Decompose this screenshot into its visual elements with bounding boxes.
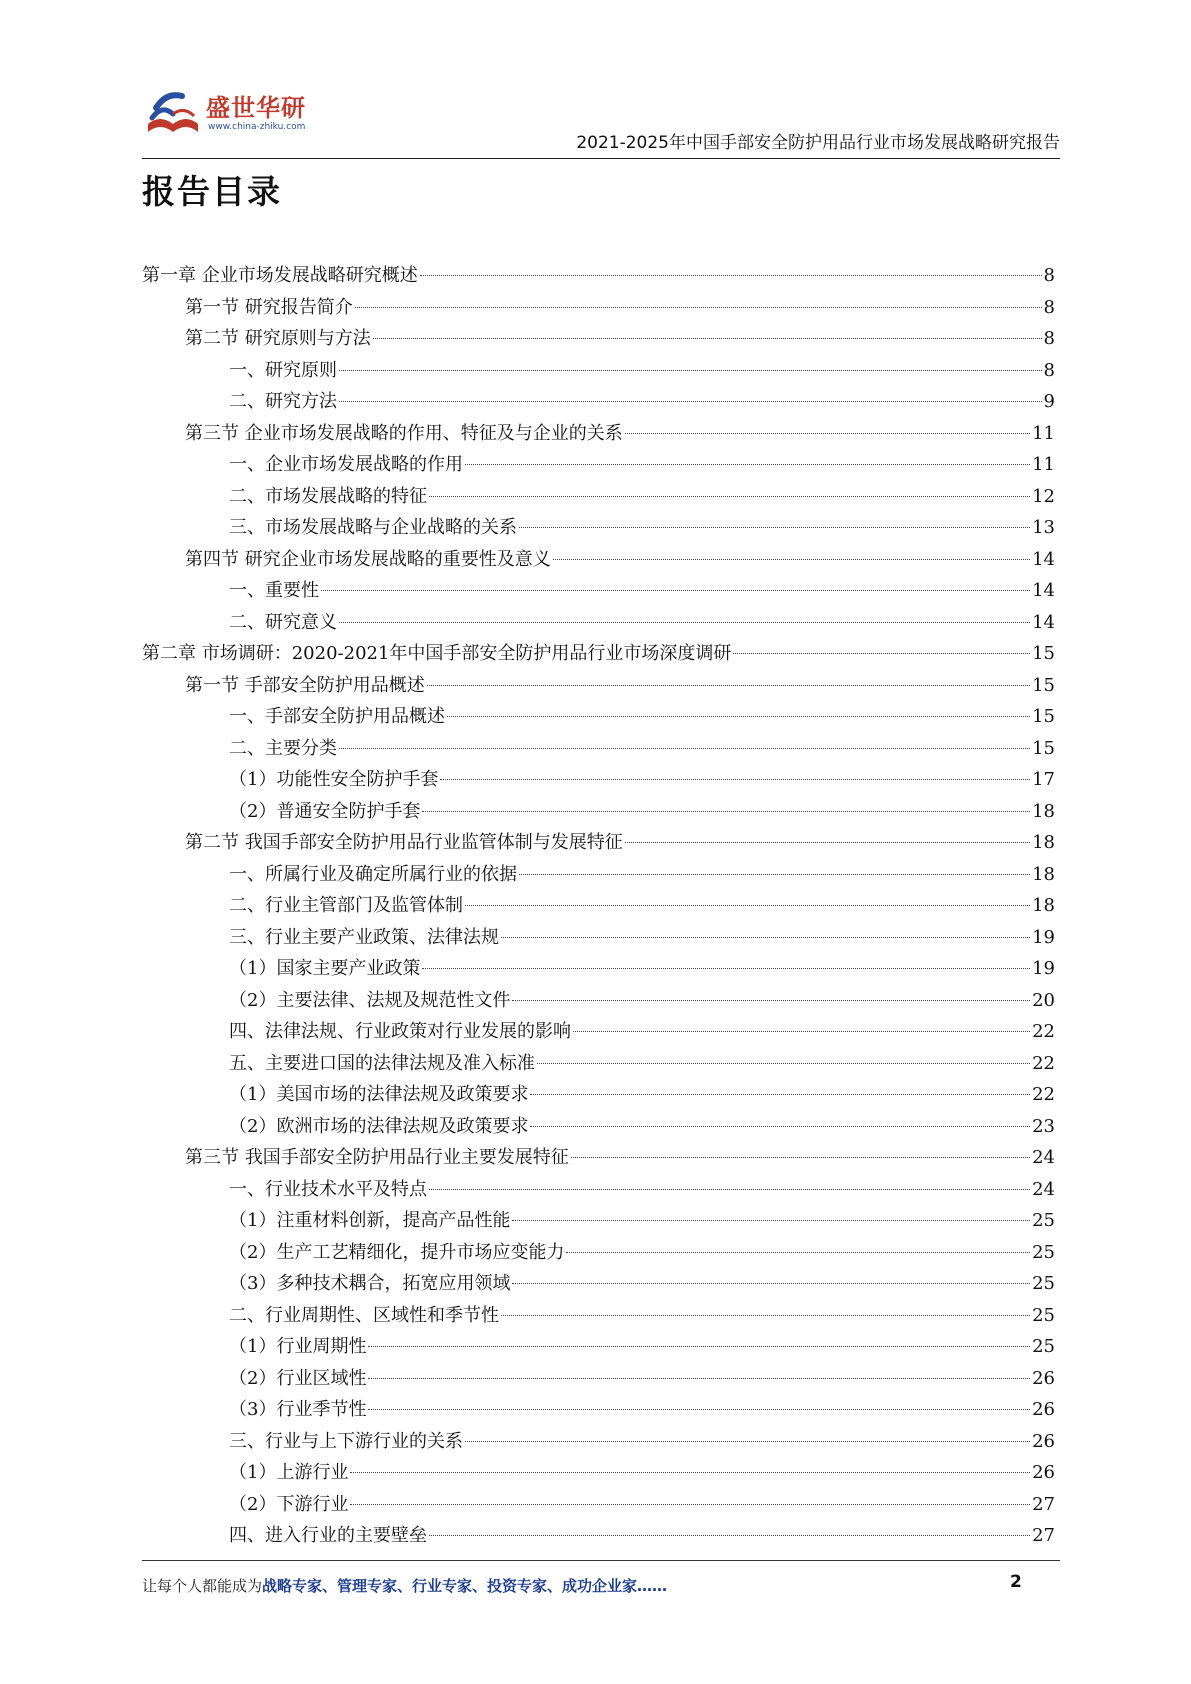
toc-entry[interactable]: [142, 859, 1055, 891]
toc-entry-page: 22: [1032, 1084, 1055, 1105]
toc-entry-page: 26: [1032, 1367, 1055, 1389]
toc-entry-page: 11: [1032, 422, 1055, 444]
toc-entry-label: 一、重要性: [229, 580, 319, 601]
toc-entry-label: 第三节 企业市场发展战略的作用、特征及与企业的关系: [185, 422, 623, 444]
toc-entry-page: 25: [1032, 1210, 1055, 1231]
toc-entry-label: 一、研究原则: [229, 359, 337, 381]
toc-entry-page: 15: [1032, 706, 1055, 727]
toc-entry-label: 第四节 研究企业市场发展战略的重要性及意义: [185, 548, 551, 570]
toc-entry-label: 二、研究方法: [229, 391, 337, 412]
toc-dot-leader: [512, 1283, 1030, 1284]
toc-entry-page: 18: [1032, 800, 1055, 822]
toc-dot-leader: [368, 1409, 1030, 1410]
toc-dot-leader: [355, 307, 1042, 308]
toc-entry[interactable]: [142, 386, 1055, 418]
toc-entry-label: 四、进入行业的主要壁垒: [229, 1525, 427, 1546]
toc-entry-label: （3）多种技术耦合，拓宽应用领域: [229, 1273, 511, 1294]
toc-entry-page: 14: [1032, 580, 1055, 601]
page-number: 2: [1010, 1572, 1022, 1592]
toc-dot-leader: [501, 937, 1030, 938]
toc-entry-page: 11: [1032, 454, 1055, 475]
toc-entry-page: 24: [1032, 1147, 1055, 1168]
toc-dot-leader: [530, 1126, 1030, 1127]
toc-entry-page: 18: [1032, 863, 1055, 885]
toc-entry[interactable]: [142, 292, 1055, 324]
toc-dot-leader: [573, 1031, 1030, 1032]
toc-entry[interactable]: [142, 544, 1055, 576]
toc-entry-page: 8: [1043, 296, 1055, 318]
toc-entry-label: （3）行业季节性: [229, 1399, 367, 1420]
toc-entry[interactable]: [142, 418, 1055, 450]
toc-entry-page: 15: [1032, 737, 1055, 759]
toc-entry[interactable]: [142, 1205, 1055, 1237]
toc-entry-label: （2）下游行业: [229, 1493, 349, 1515]
toc-entry-page: 8: [1043, 359, 1055, 381]
toc-entry-label: （1）功能性安全防护手套: [229, 769, 439, 790]
toc-entry-label: 二、行业周期性、区域性和季节性: [229, 1304, 499, 1326]
toc-dot-leader: [339, 370, 1042, 371]
toc-entry[interactable]: [142, 1426, 1055, 1458]
toc-entry-label: （1）注重材料创新，提高产品性能: [229, 1210, 511, 1231]
logo-url: www.china-zhiku.com: [208, 122, 306, 132]
toc-dot-leader: [512, 1220, 1030, 1221]
toc-entry-label: （1）国家主要产业政策: [229, 958, 421, 979]
header-divider: [142, 158, 1060, 159]
toc-entry[interactable]: [142, 922, 1055, 954]
toc-entry[interactable]: [142, 1394, 1055, 1426]
toc-dot-leader: [501, 1315, 1030, 1316]
toc-dot-leader: [465, 1441, 1030, 1442]
toc-entry-label: 第二章 市场调研：2020-2021年中国手部安全防护用品行业市场深度调研: [142, 643, 732, 664]
toc-entry[interactable]: [142, 764, 1055, 796]
toc-entry[interactable]: [142, 481, 1055, 513]
toc-entry-page: 27: [1032, 1525, 1055, 1546]
toc-dot-leader: [373, 338, 1042, 339]
toc-entry[interactable]: [142, 796, 1055, 828]
toc-entry[interactable]: [142, 1111, 1055, 1143]
toc-dot-leader: [512, 1000, 1030, 1001]
toc-entry-page: 8: [1043, 265, 1055, 286]
toc-dot-leader: [350, 1504, 1030, 1505]
table-of-contents: [142, 260, 1055, 1552]
toc-entry[interactable]: [142, 985, 1055, 1017]
toc-dot-leader: [350, 1472, 1030, 1473]
toc-dot-leader: [429, 1535, 1030, 1536]
toc-entry[interactable]: [142, 260, 1055, 292]
toc-entry-label: 一、手部安全防护用品概述: [229, 706, 445, 727]
toc-entry-label: 第一章 企业市场发展战略研究概述: [142, 265, 418, 286]
toc-entry-label: （1）上游行业: [229, 1462, 349, 1483]
toc-entry[interactable]: [142, 355, 1055, 387]
toc-entry[interactable]: [142, 1142, 1055, 1174]
toc-heading: 报告目录: [142, 172, 282, 211]
toc-entry-page: 22: [1032, 1021, 1055, 1042]
toc-entry[interactable]: [142, 1016, 1055, 1048]
toc-entry-label: 第一节 手部安全防护用品概述: [185, 674, 425, 696]
toc-entry-label: 第二节 研究原则与方法: [185, 328, 371, 349]
toc-entry-label: （2）行业区域性: [229, 1367, 367, 1389]
toc-entry[interactable]: [142, 1331, 1055, 1363]
toc-dot-leader: [519, 527, 1030, 528]
toc-entry[interactable]: [142, 1363, 1055, 1395]
toc-entry-page: 25: [1032, 1304, 1055, 1326]
toc-dot-leader: [625, 842, 1030, 843]
toc-entry-page: 26: [1032, 1430, 1055, 1452]
toc-entry-page: 19: [1032, 926, 1055, 948]
toc-dot-leader: [440, 779, 1030, 780]
toc-dot-leader: [429, 1189, 1030, 1190]
toc-entry-page: 18: [1032, 832, 1055, 853]
toc-entry[interactable]: [142, 323, 1055, 355]
toc-dot-leader: [733, 653, 1030, 654]
toc-entry-label: 第一节 研究报告简介: [185, 296, 353, 318]
toc-dot-leader: [530, 1094, 1030, 1095]
toc-entry-label: 二、研究意义: [229, 611, 337, 633]
toc-entry-page: 8: [1043, 328, 1055, 349]
toc-entry-label: （2）主要法律、法规及规范性文件: [229, 989, 511, 1011]
toc-entry-page: 22: [1032, 1052, 1055, 1074]
toc-entry-label: 三、行业与上下游行业的关系: [229, 1430, 463, 1452]
footer-slogan: [142, 1575, 667, 1596]
toc-entry-page: 19: [1032, 958, 1055, 979]
toc-entry[interactable]: [142, 575, 1055, 607]
toc-entry-page: 20: [1032, 989, 1055, 1011]
toc-entry[interactable]: [142, 1489, 1055, 1521]
toc-entry-label: 一、行业技术水平及特点: [229, 1178, 427, 1200]
toc-entry[interactable]: [142, 733, 1055, 765]
toc-entry[interactable]: [142, 827, 1055, 859]
logo-name: 盛世华研: [206, 94, 306, 122]
toc-entry-page: 12: [1032, 485, 1055, 507]
toc-entry-label: （2）普通安全防护手套: [229, 800, 421, 822]
toc-entry[interactable]: [142, 670, 1055, 702]
toc-entry-label: 三、行业主要产业政策、法律法规: [229, 926, 499, 948]
toc-dot-leader: [339, 748, 1030, 749]
toc-entry-label: （1）美国市场的法律法规及政策要求: [229, 1084, 529, 1105]
toc-entry-page: 24: [1032, 1178, 1055, 1200]
toc-entry[interactable]: [142, 449, 1055, 481]
toc-dot-leader: [321, 590, 1030, 591]
footer-divider: [142, 1560, 1060, 1561]
toc-entry-page: 17: [1032, 769, 1055, 790]
toc-dot-leader: [465, 464, 1030, 465]
toc-entry-page: 25: [1032, 1336, 1055, 1357]
toc-dot-leader: [465, 905, 1030, 906]
toc-entry[interactable]: [142, 1520, 1055, 1552]
toc-entry[interactable]: [142, 1268, 1055, 1300]
toc-entry-page: 14: [1032, 611, 1055, 633]
company-logo: [142, 82, 332, 152]
toc-entry-label: （2）欧洲市场的法律法规及政策要求: [229, 1115, 529, 1137]
toc-entry[interactable]: [142, 1048, 1055, 1080]
footer-slogan-prefix: 让每个人都能成为: [142, 1577, 263, 1595]
toc-dot-leader: [422, 968, 1030, 969]
toc-entry[interactable]: [142, 638, 1055, 670]
toc-entry-label: 一、企业市场发展战略的作用: [229, 454, 463, 475]
toc-entry-page: 23: [1032, 1115, 1055, 1137]
toc-entry-label: 第二节 我国手部安全防护用品行业监管体制与发展特征: [185, 832, 623, 853]
toc-dot-leader: [420, 275, 1042, 276]
toc-entry[interactable]: [142, 512, 1055, 544]
toc-dot-leader: [422, 811, 1030, 812]
logo-book-icon: [142, 84, 204, 146]
toc-entry-page: 27: [1032, 1493, 1055, 1515]
toc-entry-page: 26: [1032, 1462, 1055, 1483]
toc-dot-leader: [553, 559, 1030, 560]
toc-dot-leader: [368, 1346, 1030, 1347]
toc-entry-label: （1）行业周期性: [229, 1336, 367, 1357]
toc-entry-page: 14: [1032, 548, 1055, 570]
toc-entry[interactable]: [142, 607, 1055, 639]
toc-dot-leader: [339, 622, 1030, 623]
toc-entry-label: 二、行业主管部门及监管体制: [229, 895, 463, 916]
toc-entry[interactable]: [142, 701, 1055, 733]
report-title: 2021-2025年中国手部安全防护用品行业市场发展战略研究报告: [576, 133, 1060, 153]
toc-dot-leader: [368, 1378, 1030, 1379]
toc-entry-page: 15: [1032, 674, 1055, 696]
footer-slogan-highlight: 战略专家、管理专家、行业专家、投资专家、成功企业家……: [262, 1577, 668, 1595]
toc-entry[interactable]: [142, 1079, 1055, 1111]
toc-entry-page: 26: [1032, 1399, 1055, 1420]
toc-dot-leader: [427, 685, 1030, 686]
toc-dot-leader: [519, 874, 1030, 875]
toc-entry-label: （2）生产工艺精细化，提升市场应变能力: [229, 1241, 565, 1263]
toc-entry-page: 9: [1043, 391, 1055, 412]
toc-entry-page: 18: [1032, 895, 1055, 916]
toc-entry-label: 二、市场发展战略的特征: [229, 485, 427, 507]
toc-entry[interactable]: [142, 953, 1055, 985]
toc-dot-leader: [339, 401, 1042, 402]
toc-entry[interactable]: [142, 1300, 1055, 1332]
toc-dot-leader: [537, 1063, 1030, 1064]
toc-entry-page: 15: [1032, 643, 1055, 664]
page-header: [142, 82, 1060, 160]
toc-entry-label: 五、主要进口国的法律法规及准入标准: [229, 1052, 535, 1074]
toc-entry-page: 25: [1032, 1241, 1055, 1263]
toc-dot-leader: [571, 1157, 1030, 1158]
toc-entry-label: 二、主要分类: [229, 737, 337, 759]
toc-dot-leader: [429, 496, 1030, 497]
toc-dot-leader: [625, 433, 1030, 434]
toc-entry[interactable]: [142, 1237, 1055, 1269]
toc-entry-label: 四、法律法规、行业政策对行业发展的影响: [229, 1021, 571, 1042]
toc-entry[interactable]: [142, 1174, 1055, 1206]
toc-entry-label: 第三节 我国手部安全防护用品行业主要发展特征: [185, 1147, 569, 1168]
toc-dot-leader: [447, 716, 1030, 717]
toc-entry-page: 25: [1032, 1273, 1055, 1294]
toc-entry-label: 一、所属行业及确定所属行业的依据: [229, 863, 517, 885]
toc-entry-page: 13: [1032, 517, 1055, 538]
toc-entry[interactable]: [142, 890, 1055, 922]
toc-dot-leader: [566, 1252, 1030, 1253]
toc-entry[interactable]: [142, 1457, 1055, 1489]
toc-entry-label: 三、市场发展战略与企业战略的关系: [229, 517, 517, 538]
